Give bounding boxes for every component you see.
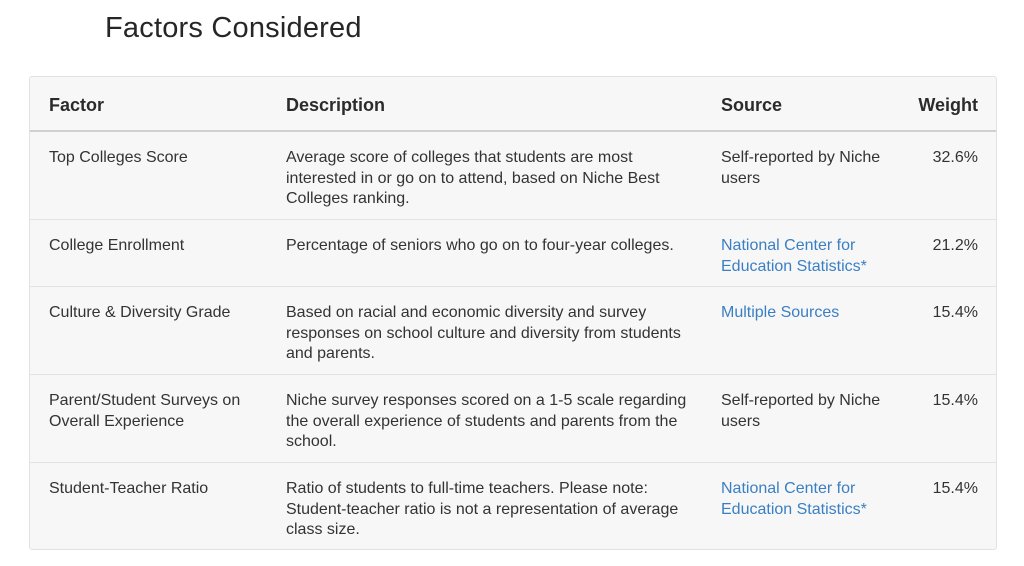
source-link[interactable]: National Center for Education Statistics* — [721, 480, 867, 518]
source-cell: Self-reported by Niche users — [721, 149, 881, 187]
page-title: Factors Considered — [105, 12, 362, 44]
description-cell: Percentage of seniors who go on to four-year colleges. — [286, 237, 674, 254]
table-row — [30, 463, 996, 549]
description-cell: Ratio of students to full-time teachers. Please note: Student-teacher ratio is not a representation of average class size. — [286, 480, 679, 538]
header-description: Description — [286, 95, 386, 115]
table-row — [30, 287, 996, 375]
weight-cell: 32.6% — [932, 149, 978, 166]
factor-cell: College Enrollment — [49, 237, 185, 254]
table-row — [30, 220, 996, 287]
source-link[interactable]: National Center for Education Statistics* — [721, 237, 867, 275]
source-link[interactable]: Multiple Sources — [721, 304, 840, 321]
table-header-row — [30, 77, 996, 132]
weight-cell: 15.4% — [932, 304, 978, 321]
weight-cell: 15.4% — [932, 480, 978, 497]
source-cell: Self-reported by Niche users — [721, 392, 881, 430]
description-cell: Niche survey responses scored on a 1-5 scale regarding the overall experience of students and parents from the school. — [286, 392, 687, 450]
weight-cell: 15.4% — [932, 392, 978, 409]
description-cell: Average score of colleges that students are most interested in or go on to attend, based on Niche Best Colleges ranking. — [286, 149, 660, 207]
factor-cell: Parent/Student Surveys on Overall Experience — [49, 392, 241, 430]
factor-cell: Top Colleges Score — [49, 149, 188, 166]
factor-cell: Student-Teacher Ratio — [49, 480, 209, 497]
header-source: Source — [721, 95, 783, 115]
weight-cell: 21.2% — [932, 237, 978, 254]
description-cell: Based on racial and economic diversity and survey responses on school culture and diversity from students and parents. — [286, 304, 681, 362]
factor-cell: Culture & Diversity Grade — [49, 304, 231, 321]
header-weight: Weight — [918, 95, 978, 115]
table-row — [30, 132, 996, 220]
table-row — [30, 375, 996, 463]
factors-table — [29, 76, 997, 550]
header-factor: Factor — [49, 95, 105, 115]
